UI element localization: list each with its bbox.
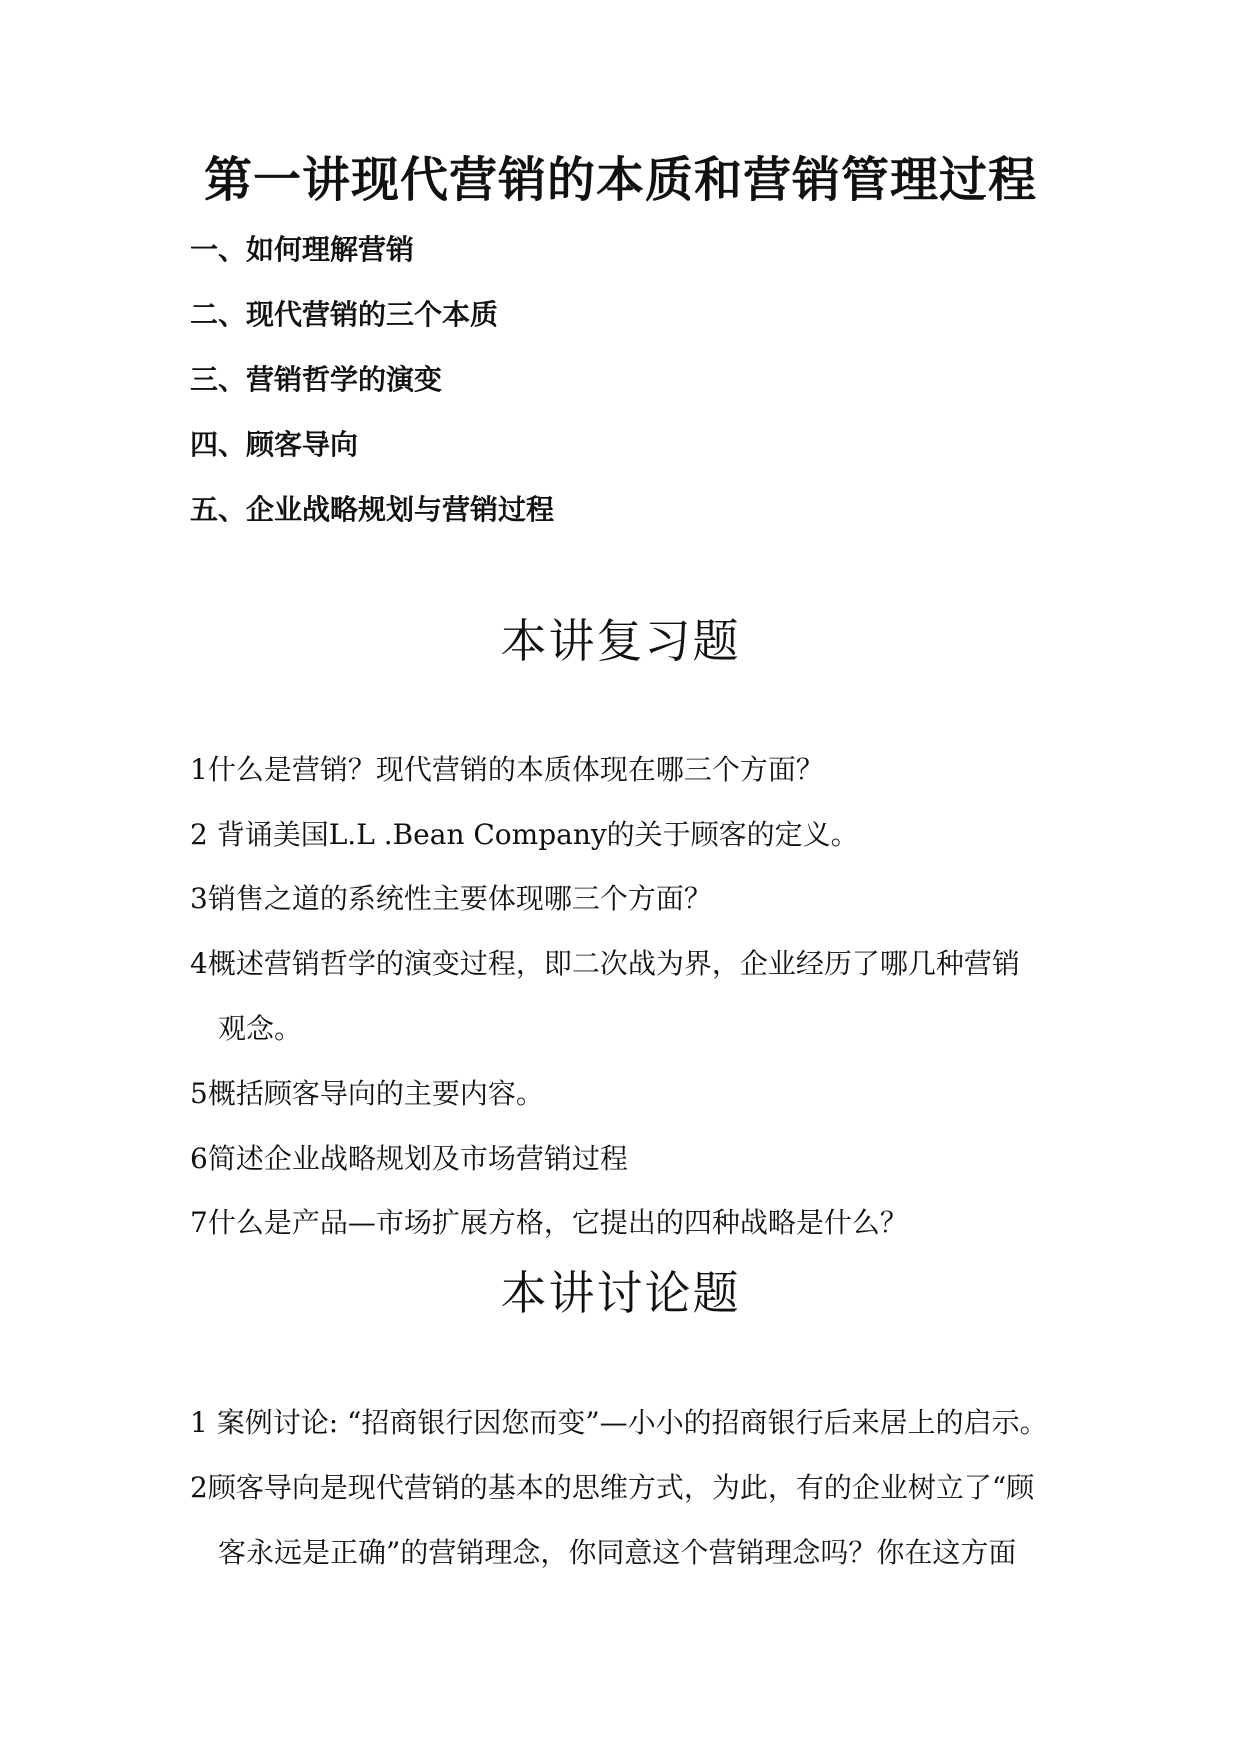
review-question-3: 3销售之道的系统性主要体现哪三个方面？ [190,882,712,915]
discussion-heading: 本讲讨论题 [500,1266,741,1320]
review-question-1: 1什么是营销？现代营销的本质体现在哪三个方面？ [190,753,824,786]
review-question-5: 5概括顾客导向的主要内容。 [190,1077,544,1110]
review-question-6: 6简述企业战略规划及市场营销过程 [190,1142,628,1175]
outline-item-4: 四、顾客导向 [190,428,359,461]
discussion-question-2: 2顾客导向是现代营销的基本的思维方式，为此，有的企业树立了“顾 [190,1471,1035,1504]
discussion-question-2-continued: 客永远是正确”的营销理念，你同意这个营销理念吗？你在这方面 [218,1536,1017,1569]
review-heading: 本讲复习题 [500,614,741,668]
review-question-2: 2 背诵美国L.L .Bean Company的关于顾客的定义。 [190,818,859,851]
discussion-question-1: 1 案例讨论: “招商银行因您而变”—小小的招商银行后来居上的启示。 [190,1406,1048,1439]
review-question-7: 7什么是产品—市场扩展方格，它提出的四种战略是什么？ [190,1206,908,1239]
review-question-4: 4概述营销哲学的演变过程，即二次战为界，企业经历了哪几种营销 [190,947,1020,980]
outline-item-1: 一、如何理解营销 [190,233,415,266]
outline-item-2: 二、现代营销的三个本质 [190,298,499,331]
outline-item-3: 三、营销哲学的演变 [190,363,443,396]
outline-item-5: 五、企业战略规划与营销过程 [190,493,555,526]
review-question-4-continued: 观念。 [218,1012,303,1045]
page-title: 第一讲现代营销的本质和营销管理过程 [203,152,1037,208]
